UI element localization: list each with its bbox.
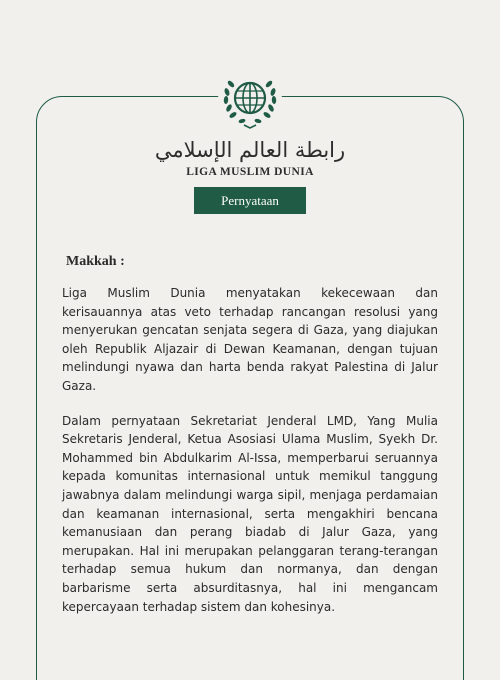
header-logo [0,68,500,214]
statement-paragraph-2: Dalam pernyataan Sekretariat Jenderal LMD, Yang Mulia Sekretaris Jenderal, Ketua Asosiasi Ulama Muslim, Syekh Dr. Mohammed bin Abdulkarim Al-Issa, memperbarui seruannya kepada komunitas internasional untuk memikul tanggung jawabnya dalam melindungi warga sipil, menjaga perdamaian dan keamanan internasional, serta mengakhiri bencana kemanusiaan dan perang biadab di Jalur Gaza, yang merupakan. Hal ini merupakan pelanggaran terang-terangan terhadap semua hukum dan normanya, dan dengan barbarisme serta absurditasnya, hal ini mengancam kepercayaan terhadap sistem dan kohesinya. [62,413,438,614]
dateline: Makkah : [66,254,125,269]
organization-arabic-name: رابطة العالم الإسلامي [154,138,346,162]
statement-badge: Pernyataan [194,187,306,214]
statement-body [62,284,438,632]
globe-wreath-emblem-icon [218,68,282,132]
organization-latin-name: LIGA MUSLIM DUNIA [186,166,314,178]
statement-paragraph-1: Liga Muslim Dunia menyatakan kekecewaan dan kerisauannya atas veto terhadap rancangan resolusi yang menyerukan gencatan senjata segera di Gaza, yang diajukan oleh Republik Aljazair di Dewan Keamanan, dengan tujuan melindungi nyawa dan harta benda rakyat Palestina di Jalur Gaza. [62,286,438,393]
